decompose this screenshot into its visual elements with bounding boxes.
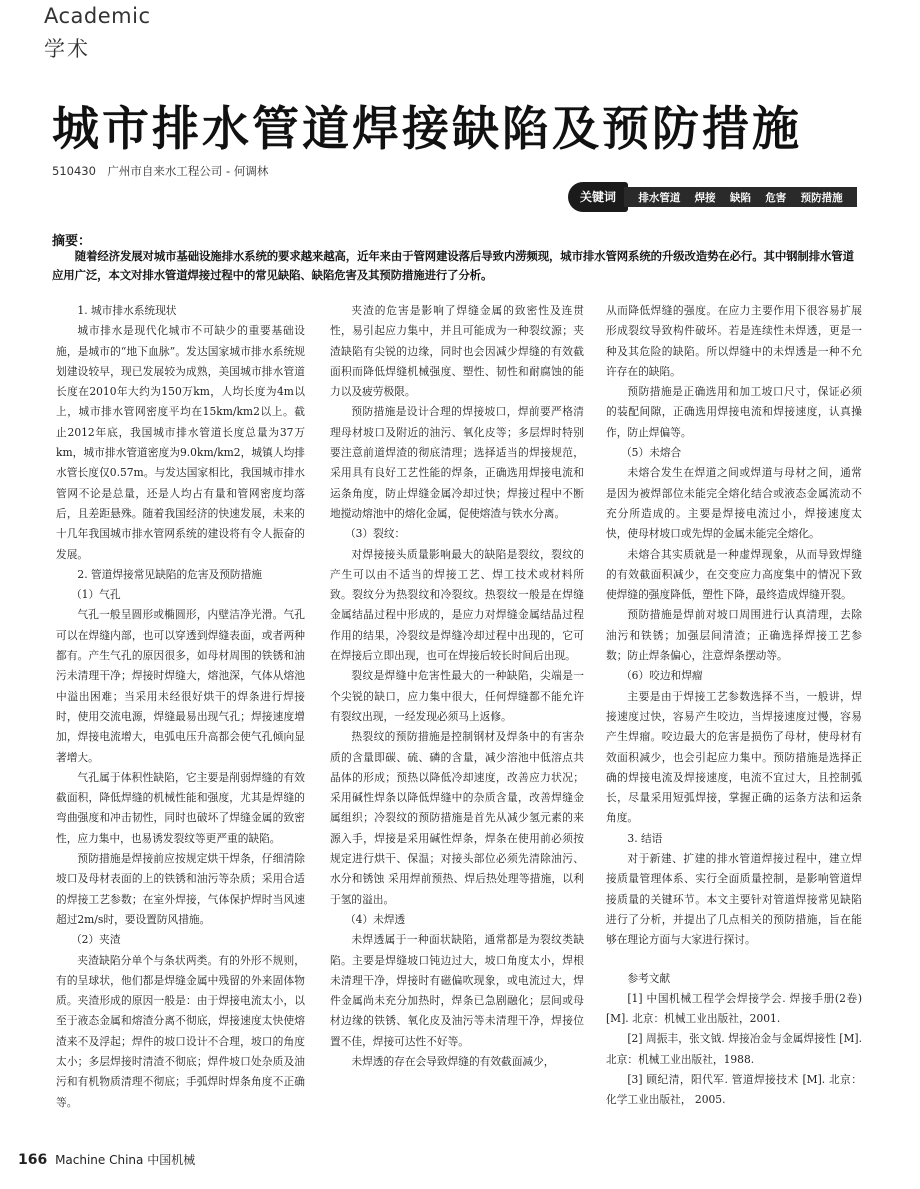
body-column-1 (56, 301, 305, 1113)
section-heading: 1. 城市排水系统现状 (77, 304, 177, 317)
body-column-2 (330, 301, 584, 1072)
paragraph: 预防措施是焊接前应按规定烘干焊条，仔细清除坡口及母材表面的上的铁锈和油污等杂质；采用合适的焊接工艺参数；在室外焊接，气体保护焊时当风速超过2m/s时，要设置防风措施。 (56, 852, 305, 926)
paragraph: 气孔一般呈圆形或椭圆形，内壁洁净光滑。气孔可以在焊缝内部，也可以穿透到焊缝表面，或者两种都有。产生气孔的原因很多，如母材周围的铁锈和油污未清理干净；焊接时焊缝大，熔池深，气体从熔池中溢出困难；当采用未经很好烘干的焊条进行焊接时，使用交流电源，焊缝最易出现气孔；焊接速度增加，焊接电流增大，电弧电压升高都会使气孔倾向显著增大。 (56, 608, 305, 764)
subsection-heading: （1）气孔 (70, 588, 121, 602)
subsection-heading: （3）裂纹： (344, 527, 406, 541)
subsection-heading: （5）未熔合 (620, 446, 682, 460)
subsection-heading: （6）咬边和焊瘤 (620, 669, 703, 683)
page-number: 166 (18, 1152, 48, 1168)
paragraph: 对于新建、扩建的排水管道焊接过程中，建立焊接质量管理体系、实行全面质量控制，是影响管道焊接质量的关键环节。本文主要针对管道焊接常见缺陷进行了分析，并提出了几点相关的预防措施，旨在能够在理论方面与大家进行探讨。 (606, 852, 862, 947)
paragraph: 预防措施是正确选用和加工坡口尺寸，保证必须的装配间隙，正确选用焊接电流和焊接速度，认真操作，防止焊偏等。 (606, 385, 862, 439)
keyword: 焊接 (694, 191, 716, 204)
paragraph: 夹渣缺陷分单个与条状两类。有的外形不规则，有的呈球状，他们都是焊缝金属中残留的外来固体物质。夹渣形成的原因一般是：由于焊接电流太小，以至于液态金属和熔渣分离不彻底，焊接速度太快使熔渣来不及浮起；焊件的坡口设计不合理，坡口的角度太小；多层焊接时清渣不彻底；焊件坡口处杂质及油污和有机物质清理不彻底；手弧焊时焊条角度不正确等。 (56, 953, 305, 1109)
subsection-heading: （4）未焊透 (344, 912, 406, 926)
section-heading: 3. 结语 (627, 831, 663, 845)
keyword: 缺陷 (729, 191, 751, 204)
reference-item: [2] 周振丰，张文钺. 焊接冶金与金属焊接性 [M]. 北京：机械工业出版社，1988. (606, 1032, 862, 1066)
section-heading: 2. 管道焊接常见缺陷的危害及预防措施 (77, 567, 262, 581)
paragraph: 裂纹是焊缝中危害性最大的一种缺陷，尖端是一个尖锐的缺口，应力集中很大，任何焊缝都不能允许有裂纹出现，一经发现必须马上返修。 (330, 669, 584, 723)
keywords-strip (624, 187, 857, 207)
paragraph: 夹渣的危害是影响了焊缝金属的致密性及连贯性，易引起应力集中，并且可能成为一种裂纹源；夹渣缺陷有尖锐的边缘，同时也会因减少焊缝的有效截面积而降低焊缝机械强度、塑性、韧性和耐腐蚀的能力以及疲劳极限。 (330, 304, 584, 399)
paragraph: 对焊接接头质量影响最大的缺陷是裂纹，裂纹的产生可以由不适当的焊接工艺、焊工技术或材料所致。裂纹分为热裂纹和冷裂纹。热裂纹一般是在焊缝金属结晶过程中形成的，是应力对焊缝金属结晶过程作用的结果，冷裂纹是焊缝冷却过程中出现的，它可在焊接后立即出现，也可在焊接后较长时间后出现。 (330, 547, 584, 663)
reference-item: [1] 中国机械工程学会焊接学会. 焊接手册(2卷)[M]. 北京：机械工业出版社，2001. (606, 991, 862, 1026)
paragraph: 主要是由于焊接工艺参数选择不当，一般讲，焊接速度过快，容易产生咬边，当焊接速度过慢，容易产生焊瘤。咬边最大的危害是损伤了母材，使母材有效面积减少，也会引起应力集中。预防措施是选择正确的焊接电流及焊接速度，电流不宜过大，且控制弧长，尽量采用短弧焊接，掌握正确的运条方法和运条角度。 (606, 689, 862, 825)
paragraph: 未熔合发生在焊道之间或焊道与母材之间，通常是因为被焊部位未能完全熔化结合或液态金属流动不充分所造成的。主要是焊接电流过小，焊接速度太快，使母材坡口或先焊的金属未能完全熔化。 (606, 466, 862, 541)
body-column-3 (606, 301, 862, 1111)
abstract-label: 摘要： (52, 234, 92, 249)
keyword: 排水管道 (638, 191, 681, 204)
section-label-chinese: 学术 (44, 37, 90, 61)
keywords-bar (568, 182, 857, 212)
keyword: 预防措施 (800, 191, 843, 204)
author-line: 510430 广州市自来水工程公司 - 何调林 (52, 164, 269, 178)
paragraph: 未焊透属于一种面状缺陷，通常都是为裂纹类缺陷。主要是焊缝坡口钝边过大，坡口角度太小，焊根未清理干净，焊接时有磁偏吹现象，或电流过大，焊件金属尚未充分加热时，焊条已急剧融化；层间或母材边缘的铁锈、氧化皮及油污等未清理干净，焊接位置不佳，焊接可达性不好等。 (330, 933, 584, 1048)
page-footer (18, 1151, 195, 1168)
keywords-badge: 关键词 (568, 182, 628, 212)
paragraph: 从而降低焊缝的强度。在应力主要作用下很容易扩展形成裂纹导致构件破坏。若是连续性未焊透，更是一种及其危险的缺陷。所以焊缝中的未焊透是一种不允许存在的缺陷。 (606, 304, 862, 378)
paragraph: 预防措施是焊前对坡口周围进行认真清理，去除油污和铁锈；加强层间清渣；正确选择焊接工艺参数；防止焊条偏心，注意焊条摆动等。 (606, 608, 862, 663)
subsection-heading: （2）夹渣 (70, 933, 121, 947)
reference-item: [3] 顾纪清，阳代军. 管道焊接技术 [M]. 北京：化学工业出版社， 2005. (606, 1072, 862, 1107)
paragraph: 未焊透的存在会导致焊缝的有效截面减少， (351, 1054, 555, 1068)
journal-name: Machine China 中国机械 (55, 1153, 196, 1167)
paragraph: 气孔属于体积性缺陷，它主要是削弱焊缝的有效截面积，降低焊缝的机械性能和强度，尤其是焊缝的弯曲强度和冲击韧性，同时也破坏了焊缝金属的致密性，应力集中，也易诱发裂纹等更严重的缺陷。 (56, 770, 305, 845)
keyword: 危害 (765, 191, 787, 204)
paragraph: 预防措施是设计合理的焊接坡口，焊前要严格清理母材坡口及附近的油污、氧化皮等；多层焊时特别要注意前道焊渣的彻底清理；选择适当的焊接规范，采用具有良好工艺性能的焊条，正确选用焊接电流和运条角度，防止焊缝金属冷却过快；焊接过程中不断地搅动熔池中的熔化金属，促使熔渣与铁水分离。 (330, 405, 584, 520)
abstract-text: 随着经济发展对城市基础设施排水系统的要求越来越高，近年来由于管网建设落后导致内涝频现，城市排水管网系统的升级改造势在必行。其中钢制排水管道应用广泛，本文对排水管道焊接过程中的常见缺陷、缺陷危害及其预防措施进行了分析。 (52, 249, 854, 282)
section-label-english: Academic (44, 4, 151, 28)
paragraph: 热裂纹的预防措施是控制钢材及焊条中的有害杂质的含量即碳、硫、磷的含量，减少溶池中低溶点共晶体的形成；预热以降低冷却速度，改善应力状况；采用碱性焊条以降低焊缝中的杂质含量，改善焊缝金属组织；冷裂纹的预防措施是首先从减少氢元素的来源入手，焊接是采用碱性焊条，焊条在使用前必须按规定进行烘干、保温；对接头部位必须先清除油污、水分和锈蚀 采用焊前预热、焊后热处理等措施，以利于氢的溢出。 (330, 730, 584, 906)
article-title: 城市排水管道焊接缺陷及预防措施 (52, 102, 802, 157)
paragraph: 城市排水是现代化城市不可缺少的重要基础设施，是城市的“地下血脉”。发达国家城市排水系统规划建设较早，现已发展较为成熟，美国城市排水管道长度在2010年大约为150万km，人均长度为4m以上，城市排水管网密度平均在15km/km2以上。截止2012年底，我国城市排水管道长度总量为37万km，城市排水管道密度为9.0km/km2，城镇人均排水管长度仅0.57m。与发达国家相比，我国城市排水管网不论是总量，还是人均占有量和管网密度均落后，且差距悬殊。随着我国经济的快速发展，未来的十几年我国城市排水管网系统的建设将有令人振奋的发展。 (56, 324, 305, 561)
paragraph: 未熔合其实质就是一种虚焊现象，从而导致焊缝的有效截面积减少，在交变应力高度集中的情况下致使焊缝的强度降低，塑性下降，最终造成焊缝开裂。 (606, 547, 862, 602)
references-heading: 参考文献 (627, 971, 671, 985)
